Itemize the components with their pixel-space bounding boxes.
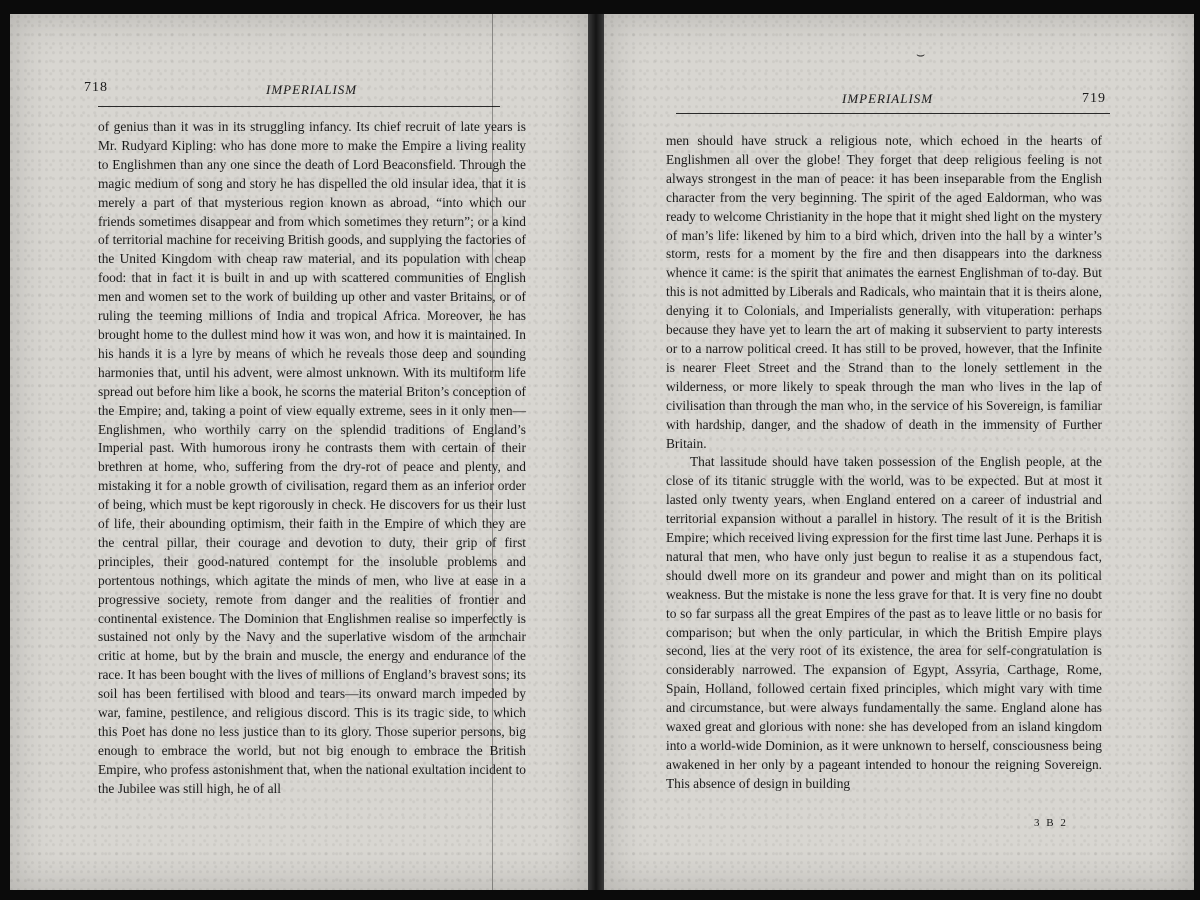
left-page-number: 718 <box>84 80 108 95</box>
page-crease-line <box>492 14 493 890</box>
pen-tick-mark-icon: ⌣ <box>916 48 926 63</box>
signature-mark: 3 B 2 <box>1034 817 1068 829</box>
left-page <box>10 14 588 890</box>
right-running-title: IMPERIALISM <box>842 91 934 106</box>
right-page <box>604 14 1194 890</box>
book-gutter <box>588 14 604 890</box>
right-paragraph-2: That lassitude should have taken possession of the English people, at the close of its titanic struggle with the world, was to be expected. But at most it lasted only twenty years, when England entered on a career of industrial and territorial expansion without a parallel in history. The result of it is the British Empire; which received living expression for the first time last June. Perhaps it is natural that men, who have only just begun to realise it as a stupendous fact, should dwell more on its grandeur and power and might than on its political weakness. But the mistake is none the less grave for that. It is very fine no doubt to so far surpass all the great Empires of the past as to leave little or no basis for comparison; but when the only particular, in which the British Empire plays second, lies at the very root of its existence, the area for self-congratulation is considerably narrowed. The expansion of Egypt, Assyria, Carthage, Rome, Spain, Holland, followed certain fixed principles, which might vary with time and circumstance, but were always fundamentally the same. England alone has waxed great and glorious with none: she has developed from an island kingdom into a world-wide Dominion, as it were unknown to herself, consciousness being awakened in her only by a pageant intended to honour the reigning Sovereign. This absence of design in building <box>666 454 1102 791</box>
right-page-number: 719 <box>1082 91 1106 106</box>
left-header-rule <box>98 106 500 107</box>
left-page-body <box>98 118 526 799</box>
left-paragraph-1: of genius than it was in its struggling infancy. Its chief recruit of late years is Mr. Rudyard Kipling: who has done more to make the Empire a living reality to Englishmen than any one since the death of Lord Beaconsfield. Through the magic medium of song and story he has dispelled the old insular idea, that it is merely a part of that mysterious region known as abroad, “into which our friends sometimes disappear and from which sometimes they return”; or a kind of territorial machine for receiving British goods, and supplying the factories of the United Kingdom with cheap raw material, and its population with cheap food: that in fact it is built in and up with scattered communities of English men and women set to the work of building up other and vaster Britains, or of ruling the teeming millions of India and tropical Africa. Moreover, he has brought home to the dullest mind how it was won, and how it is maintained. In his hands it is a lyre by means of which he reveals those deep and sounding harmonies that, until his advent, were almost unknown. With its multiform life spread out before him like a book, he scorns the material Briton’s conception of the Empire; and, taking a point of view equally extreme, sees in it only men—Englishmen, who worthily carry on the splendid traditions of England’s Imperial past. With humorous irony he contrasts them with certain of their brethren at home, who, suffering from the dry-rot of peace and plenty, and mistaking it for a noble growth of civilisation, regard them as an inferior order of being, which must be kept rigorously in check. He discovers for us their lust of life, their abounding optimism, their faith in the Empire of which they are the central pillar, their courage and devotion to duty, their grip of first principles, their good-natured contempt for the insoluble problems and portentous nothings, which agitate the minds of men, who live at ease in a progressive society, remote from danger and the realities of frontier and continental existence. The Dominion that Englishmen realise so imperfectly is sustained not only by the Navy and the superlative wisdom of the armchair critic at home, but by the brain and muscle, the energy and endurance of the race. It has been bought with the lives of millions of England’s bravest sons; its soil has been fertilised with blood and tears—its onward march impeded by war, famine, pestilence, and religious discord. This is its tragic side, to which this Poet has done no less justice than to its glory. Those superior persons, big enough to embrace the world, but not big enough to embrace the British Empire, who profess astonishment that, when the national exultation incident to the Jubilee was still high, he of all <box>98 119 526 796</box>
right-page-body <box>666 132 1102 794</box>
left-running-title: IMPERIALISM <box>266 82 358 97</box>
right-header-rule <box>676 113 1110 114</box>
right-paragraph-1: men should have struck a religious note, which echoed in the hearts of Englishmen all over the globe! They forget that deep religious feeling is not always strongest in the man of peace: it has been inseparable from the English character from the very beginning. The spirit of the aged Ealdorman, who was ready to welcome Christianity in the hope that it might shed light on the mystery of man’s life: likened by him to a bird which, driven into the hall by a winter’s storm, rests for a moment by the fire and then disappears into the darkness whence it came: is the spirit that animates the earnest Englishman of to-day. But this is not admitted by Liberals and Radicals, who maintain that it is theirs alone, denying it to Colonials, and Imperialists generally, with vituperation: perhaps because they have yet to learn the art of making it subservient to party interests or to a narrow political creed. It has still to be proved, however, that the Infinite is nearer Fleet Street and the Strand than to the lonely settlement in the wilderness, or more likely to speak through the man who lives in the lap of civilisation than through the man who, in the service of his Sovereign, is familiar with hardship, danger, and the shadow of death in the immensity of Further Britain. <box>666 133 1102 451</box>
